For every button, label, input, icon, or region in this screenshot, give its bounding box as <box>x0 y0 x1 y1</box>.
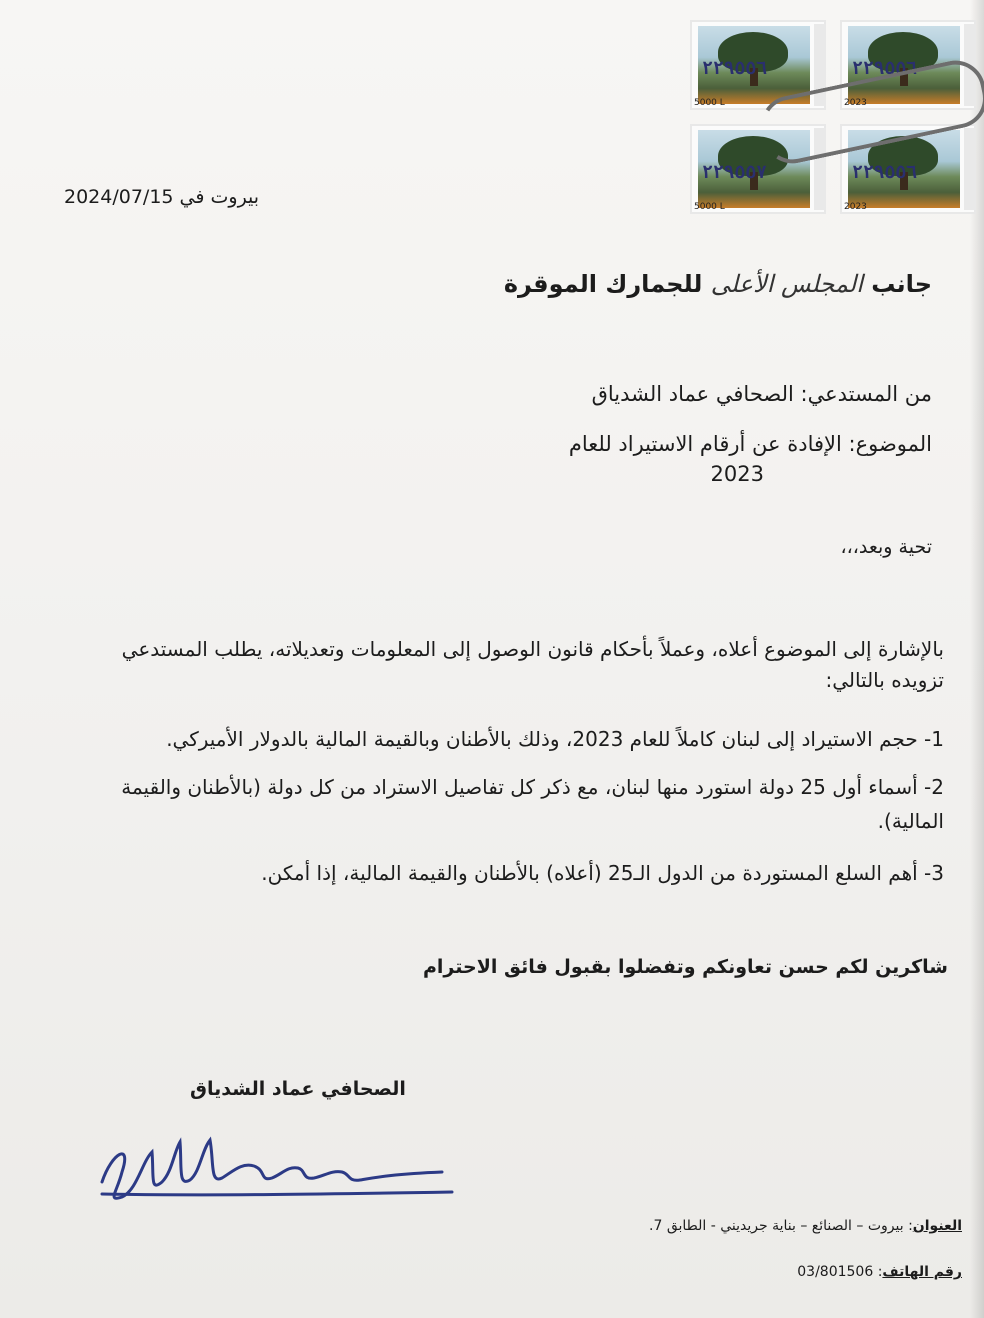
address-value: : بيروت – الصنائع – بناية جريديني - الطابق 7. <box>649 1218 913 1234</box>
closing-line: شاكرين لكم حسن تعاونكم وتفضلوا بقبول فائق الاحترام <box>422 956 948 978</box>
address-label: العنوان <box>912 1218 962 1234</box>
greeting: تحية وبعد،،، <box>840 536 932 558</box>
request-item: 2- أسماء أول 25 دولة استورد منها لبنان، مع ذكر كل تفاصيل الاستراد من كل دولة (بالأطنان والقيمة المالية). <box>121 775 944 833</box>
recipient-suffix: للجمارك الموقرة <box>503 270 703 298</box>
signer-name: الصحافي عماد الشدياق <box>190 1078 406 1100</box>
phone-value: : 03/801506 <box>797 1264 883 1280</box>
stamp-serial: ٢٢٩٥٥٧ <box>702 162 768 183</box>
stamp-serial: ٢٢٩٥٥٦ <box>852 162 918 183</box>
stamp-year: 2023 <box>844 98 867 108</box>
recipient-prefix: جانب <box>871 270 932 298</box>
handwritten-signature <box>92 1122 462 1214</box>
footer-address <box>649 1218 962 1234</box>
stamp-year: 2023 <box>844 202 867 212</box>
recipient-line <box>504 270 932 298</box>
request-item: 3- أهم السلع المستوردة من الدول الـ25 (أعلاه) بالأطنان والقيمة المالية، إذا أمكن. <box>261 861 944 885</box>
subject-text: الموضوع: الإفادة عن أرقام الاستيراد للعام <box>568 432 932 456</box>
subject-year: 2023 <box>710 462 764 486</box>
recipient-handwritten: المجلس الأعلى <box>710 270 863 298</box>
from-line: من المستدعي: الصحافي عماد الشدياق <box>591 382 932 406</box>
footer-phone <box>797 1264 962 1280</box>
intro-paragraph: بالإشارة إلى الموضوع أعلاه، وعملاً بأحكام قانون الوصول إلى المعلومات وتعديلاته، يطلب المستدعي تزويده بالتالي: <box>121 637 944 692</box>
letter-date: بيروت في 2024/07/15 <box>64 186 260 208</box>
stamp-serial: ٢٢٩٥٥٦ <box>852 58 918 79</box>
stamp-value: 5000 L <box>694 202 725 212</box>
stamp-value: 5000 L <box>694 98 725 108</box>
subject-line <box>569 432 932 486</box>
phone-label: رقم الهاتف <box>882 1264 962 1280</box>
request-item: 1- حجم الاستيراد إلى لبنان كاملاً للعام 2023، وذلك بالأطنان وبالقيمة المالية بالدولار الأميركي. <box>166 727 944 751</box>
stamp-serial: ٢٢٩٥٥٦ <box>702 58 768 79</box>
